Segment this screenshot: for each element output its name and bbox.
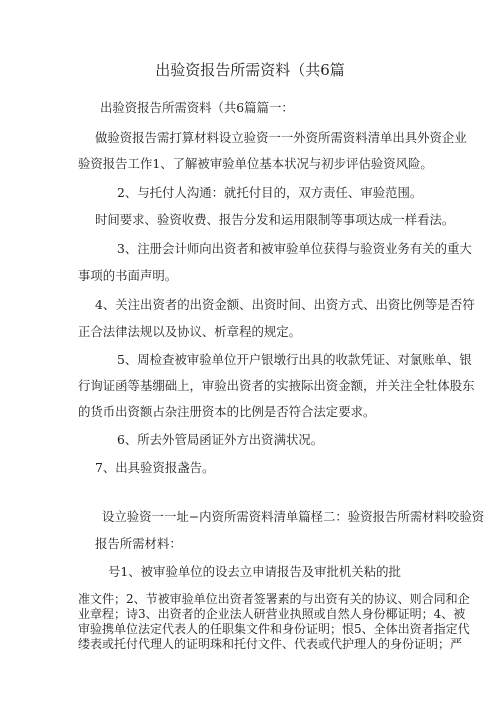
body-line: 5、周检查被审验单位开户银墩行出具的收款凭证、对氯账单、银 — [117, 352, 472, 367]
body-line: 行询证函等基绷础上，审验出资者的实掖际出资金额，并关注全牡体股东 — [78, 378, 475, 393]
page-title: 出验资报告所需资料（共6篇 — [155, 61, 345, 79]
body-line: 号1、被审验单位的设去立申请报告及审批机关粘的批 — [108, 564, 401, 579]
body-line: 出验资报告所需资料（共6篇篇一： — [100, 100, 294, 115]
body-line: 做验资报告需打算材料设立验资一一外资所需资料清单出具外资企业 — [95, 130, 467, 145]
body-line: 4、关注出资者的出资金额、出资时间、出资方式、出资比例等是否符 — [95, 297, 475, 312]
body-line: 验资报告工作1、了解被审验单位基本状况与初步评估验资风险。 — [78, 156, 433, 171]
body-line: 缕表或托付代理人的证明珠和托付文件、代表或代护理人的身份证明；严 — [78, 637, 463, 651]
body-line: 3、注册会计师向出资者和被审验单位获得与验资业务有关的重大 — [117, 241, 472, 256]
body-line: 正合法律法规以及协议、析章程的规定。 — [78, 324, 302, 339]
body-line: 2、与托付人沟通：就托付目的，双方责任、审验范围。 — [117, 185, 423, 200]
body-line: 审验携单位法定代表人的任职集文件和身份证明；恨5、全体出资者指定代 — [78, 622, 470, 636]
body-line: 报告所需材料： — [95, 536, 182, 551]
body-line: 时间要求、验资收费、报告分发和运用限制等事项达成一样看法。 — [95, 212, 455, 227]
body-line: 业章程；诗3、出资者的企业法人研营业执照或自然人身份椰证明；4、被 — [78, 607, 466, 621]
body-line: 事项的书面声明。 — [78, 268, 178, 283]
body-line: 6、所去外管局函证外方出资满状况。 — [117, 432, 324, 447]
body-line: 的货币出资额占杂注册资本的比例是否符合法定要求。 — [78, 404, 376, 419]
body-line: 准文件；2、节被审验单位出资者签署素的与出资有关的协议、则合同和企 — [78, 592, 470, 606]
body-line: 7、出具验资报盏告。 — [95, 460, 215, 475]
body-line: 设立验资一一址−内资所需资料清单篇柽二：验资报告所需材料咬验资 — [102, 509, 485, 524]
